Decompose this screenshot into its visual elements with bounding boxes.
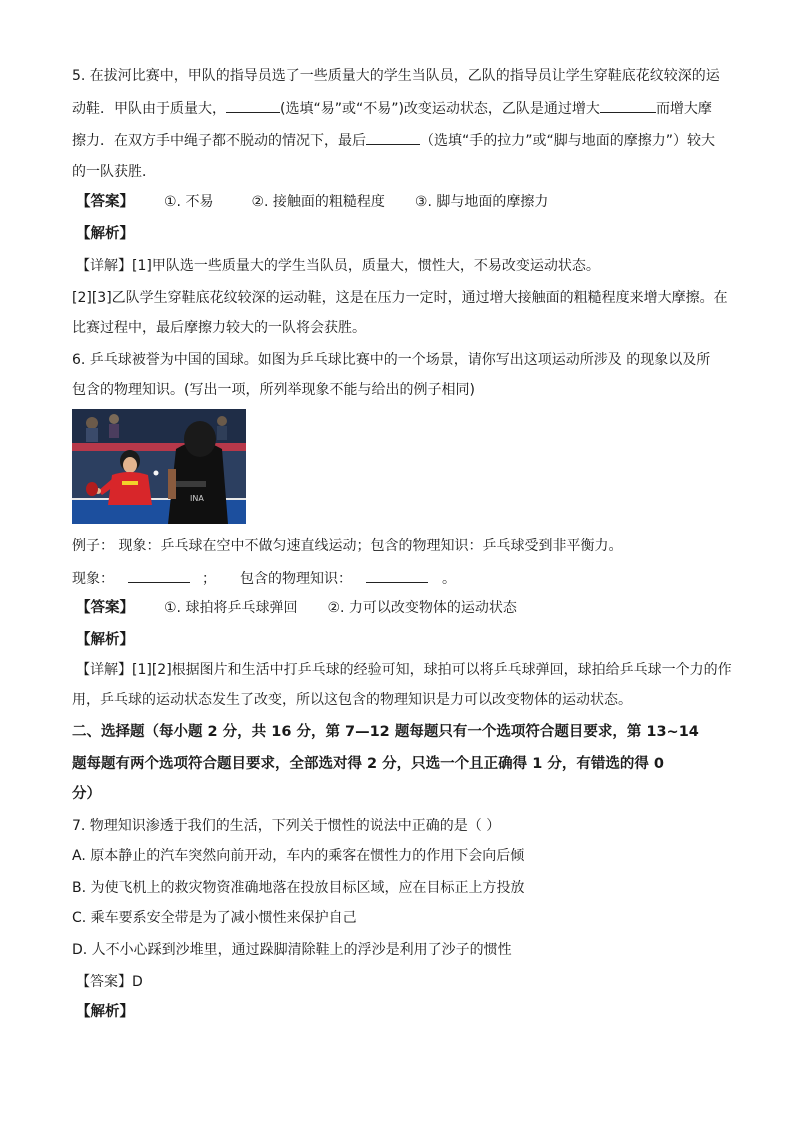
blank-3 (366, 130, 420, 145)
q6-stem-line-1: 6. 乒乓球被誉为中国的国球。如图为乒乓球比赛中的一个场景，请你写出这项运动所涉及 的现象以及所 (72, 352, 711, 368)
answer-tag: 【答案】 (76, 194, 134, 210)
q5-detail-3: 比赛过程中，最后摩擦力较大的一队将会获胜。 (72, 320, 366, 336)
table-tennis-photo (72, 409, 246, 524)
jersey-text: INA (190, 494, 204, 503)
q7-option-c: C. 乘车要系安全带是为了减小惯性来保护自己 (72, 910, 357, 926)
q6-detail-1: 【详解】[1][2]根据图片和生活中打乒乓球的经验可知，球拍可以将乒乓球弹回，球拍给乒乓球一个力的作 (76, 662, 732, 678)
blank-2 (600, 98, 656, 113)
q7-option-a: A. 原本静止的汽车突然向前开动，车内的乘客在惯性力的作用下会向后倾 (72, 848, 525, 864)
q5-stem-line-4: 的一队获胜． (72, 164, 156, 180)
q6-stem-line-2: 包含的物理知识。(写出一项，所列举现象不能与给出的例子相同) (72, 382, 475, 398)
q5-stem-line-1: 5. 在拔河比赛中，甲队的指导员选了一些质量大的学生当队员，乙队的指导员让学生穿鞋底花纹较深的运 (72, 68, 720, 84)
q5-stem-line-3: 擦力．在双方手中绳子都不脱动的情况下，最后 （选填“手的拉力”或“脚与地面的摩擦力”）较大 (72, 130, 715, 151)
q6-fill-line: 现象： ； 包含的物理知识： 。 (72, 568, 456, 589)
q5-answer: 【答案】 ①. 不易 ②. 接触面的粗糙程度 ③. 脚与地面的摩擦力 (76, 194, 549, 210)
q6-analysis-tag: 【解析】 (76, 632, 134, 648)
q5-detail-1: 【详解】[1]甲队选一些质量大的学生当队员，质量大，惯性大，不易改变运动状态。 (76, 258, 600, 274)
q6-answer: 【答案】 ①. 球拍将乒乓球弹回 ②. 力可以改变物体的运动状态 (76, 600, 517, 616)
blank-1 (226, 98, 280, 113)
q7-stem: 7. 物理知识渗透于我们的生活，下列关于惯性的说法中正确的是（ ） (72, 818, 501, 834)
section2-heading-2: 题每题有两个选项符合题目要求，全部选对得 2 分，只选一个且正确得 1 分，有错选的得 0 (72, 756, 665, 772)
q7-option-d: D. 人不小心踩到沙堆里，通过跺脚清除鞋上的浮沙是利用了沙子的惯性 (72, 942, 512, 958)
q7-analysis-tag: 【解析】 (76, 1004, 134, 1020)
q5-detail-2: [2][3]乙队学生穿鞋底花纹较深的运动鞋，这是在压力一定时，通过增大接触面的粗糙程度来增大摩擦。在 (72, 290, 728, 306)
answer-tag: 【答案】 (76, 600, 134, 616)
q5-analysis-tag: 【解析】 (76, 226, 134, 242)
q6-detail-2: 用，乒乓球的运动状态发生了改变，所以这包含的物理知识是力可以改变物体的运动状态。 (72, 692, 632, 708)
section2-heading-3: 分） (72, 786, 101, 802)
blank-phenomenon (128, 568, 190, 583)
blank-knowledge (366, 568, 428, 583)
q7-answer: 【答案】D (76, 974, 143, 990)
section2-heading-1: 二、选择题（每小题 2 分，共 16 分，第 7—12 题每题只有一个选项符合题目要求，第 13~14 (72, 724, 699, 740)
q7-option-b: B. 为使飞机上的救灾物资准确地落在投放目标区域，应在目标正上方投放 (72, 880, 525, 896)
q6-example: 例子： 现象：乒乓球在空中不做匀速直线运动；包含的物理知识：乒乓球受到非平衡力。 (72, 538, 623, 554)
q5-stem-line-2: 动鞋．甲队由于质量大， (选填“易”或“不易”)改变运动状态，乙队是通过增大 而增大摩 (72, 98, 712, 119)
